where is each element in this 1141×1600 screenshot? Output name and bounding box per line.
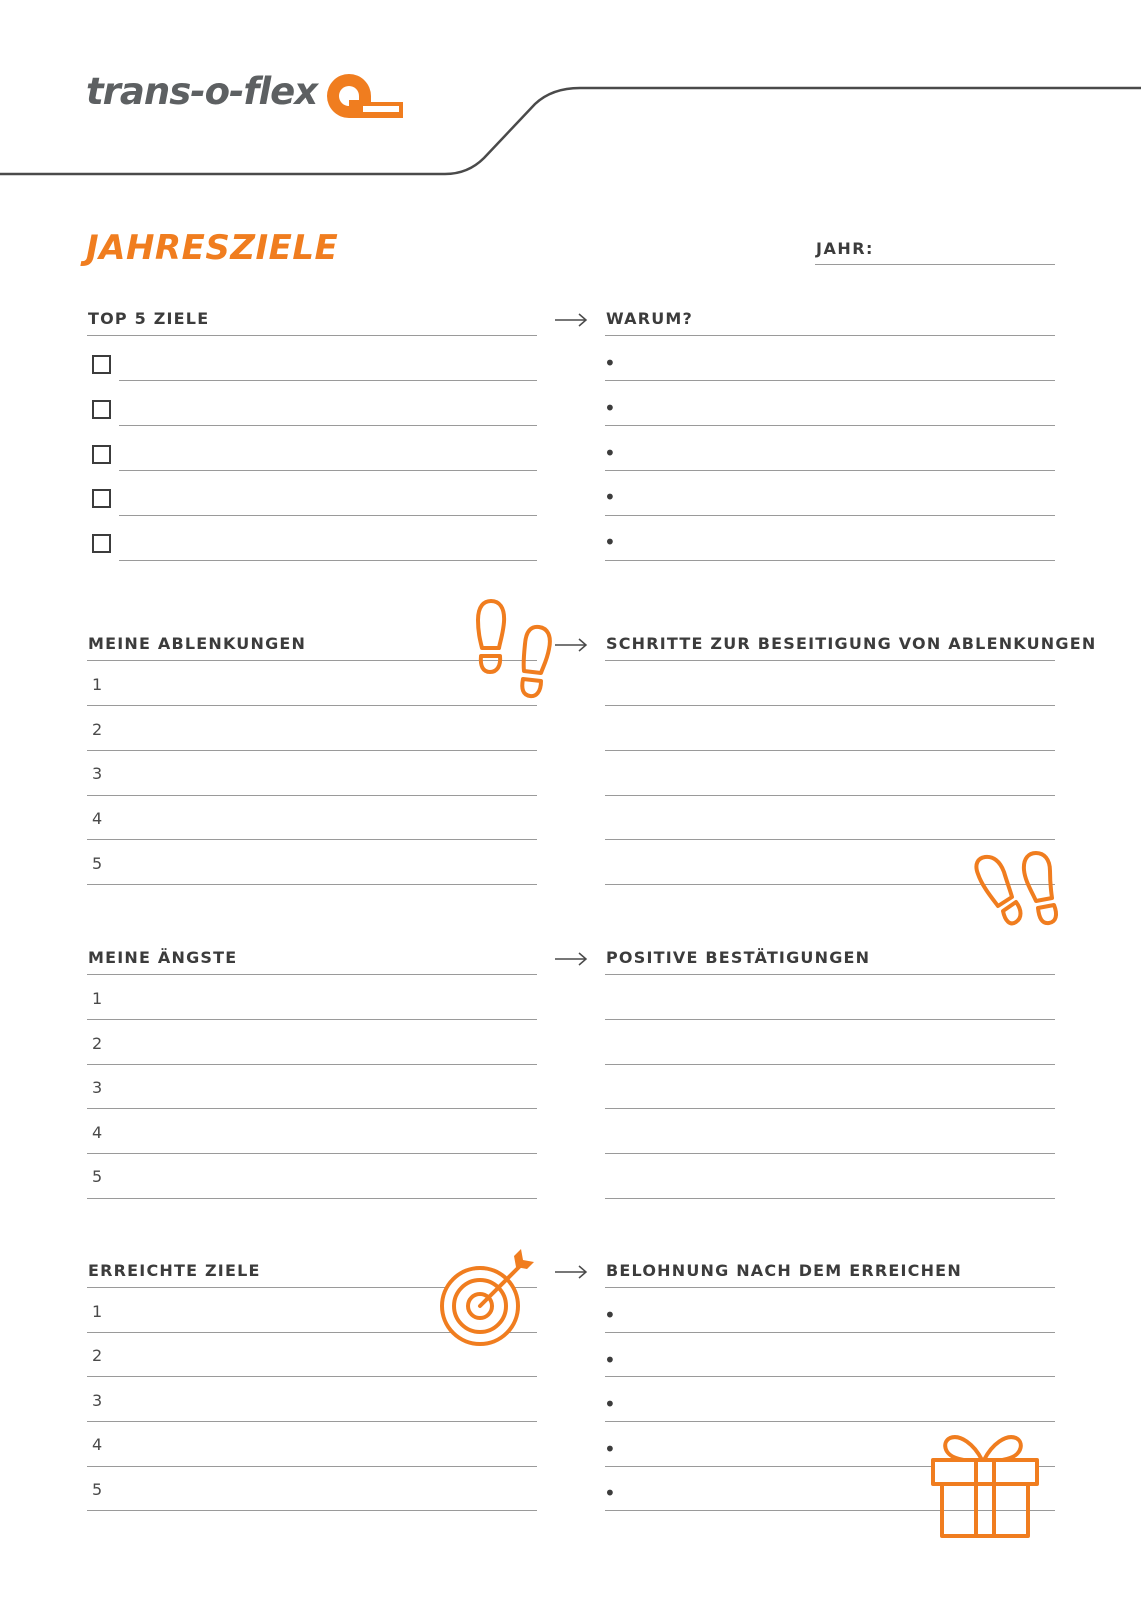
goal-line[interactable]	[119, 380, 537, 381]
arrow-right-icon	[555, 312, 589, 328]
achieved-line[interactable]	[87, 1376, 537, 1377]
row-number: 5	[92, 1167, 103, 1186]
achieved-line[interactable]	[87, 1466, 537, 1467]
goal-checkbox[interactable]	[92, 534, 111, 553]
row-number: 1	[92, 989, 103, 1008]
row-number: 2	[92, 1346, 103, 1365]
fear-line[interactable]	[87, 1064, 537, 1065]
row-number: 4	[92, 1435, 103, 1454]
fear-line[interactable]	[87, 1198, 537, 1199]
distraction-line[interactable]	[87, 884, 537, 885]
distraction-line[interactable]	[87, 750, 537, 751]
bullet-marker: •	[604, 1348, 616, 1372]
bullet-marker: •	[604, 1437, 616, 1461]
heading-underline	[605, 335, 1055, 336]
affirmation-line[interactable]	[605, 1108, 1055, 1109]
heading-underline	[87, 974, 537, 975]
step-line[interactable]	[605, 795, 1055, 796]
bullet-marker: •	[604, 1392, 616, 1416]
heading-underline	[605, 660, 1055, 661]
heading-why: WARUM?	[606, 309, 694, 328]
footprints-icon	[470, 598, 560, 712]
arrow-right-icon	[555, 1264, 589, 1280]
heading-underline	[605, 974, 1055, 975]
fear-line[interactable]	[87, 1019, 537, 1020]
achieved-line[interactable]	[87, 1510, 537, 1511]
row-number: 5	[92, 1480, 103, 1499]
row-number: 1	[92, 1302, 103, 1321]
distraction-line[interactable]	[87, 839, 537, 840]
why-line[interactable]	[605, 560, 1055, 561]
heading-top-goals: TOP 5 ZIELE	[88, 309, 210, 328]
row-number: 2	[92, 720, 103, 739]
row-number: 1	[92, 675, 103, 694]
step-line[interactable]	[605, 705, 1055, 706]
step-line[interactable]	[605, 839, 1055, 840]
bullet-marker: •	[604, 351, 616, 375]
goal-line[interactable]	[119, 470, 537, 471]
target-icon	[438, 1246, 538, 1346]
distraction-line[interactable]	[87, 795, 537, 796]
year-input-line[interactable]	[815, 264, 1055, 265]
reward-line[interactable]	[605, 1376, 1055, 1377]
row-number: 2	[92, 1034, 103, 1053]
heading-fears: MEINE ÄNGSTE	[88, 948, 238, 967]
reward-line[interactable]	[605, 1332, 1055, 1333]
heading-underline	[87, 335, 537, 336]
reward-line[interactable]	[605, 1421, 1055, 1422]
bullet-marker: •	[604, 396, 616, 420]
fear-line[interactable]	[87, 1153, 537, 1154]
row-number: 5	[92, 854, 103, 873]
year-label: JAHR:	[816, 239, 874, 258]
heading-affirmations: POSITIVE BESTÄTIGUNGEN	[606, 948, 871, 967]
fear-line[interactable]	[87, 1108, 537, 1109]
footprints-icon	[972, 850, 1076, 938]
heading-distractions: MEINE ABLENKUNGEN	[88, 634, 307, 653]
arrow-right-icon	[555, 951, 589, 967]
row-number: 4	[92, 809, 103, 828]
row-number: 4	[92, 1123, 103, 1142]
heading-achieved: ERREICHTE ZIELE	[88, 1261, 261, 1280]
why-line[interactable]	[605, 515, 1055, 516]
heading-reward: BELOHNUNG NACH DEM ERREICHEN	[606, 1261, 962, 1280]
goal-line[interactable]	[119, 515, 537, 516]
gift-icon	[930, 1430, 1042, 1540]
why-line[interactable]	[605, 380, 1055, 381]
row-number: 3	[92, 1391, 103, 1410]
bullet-marker: •	[604, 485, 616, 509]
goal-checkbox[interactable]	[92, 400, 111, 419]
logo-wordmark: trans-o-flex	[86, 70, 318, 113]
bullet-marker: •	[604, 1303, 616, 1327]
affirmation-line[interactable]	[605, 1153, 1055, 1154]
bullet-marker: •	[604, 441, 616, 465]
why-line[interactable]	[605, 470, 1055, 471]
page-title: JAHRESZIELE	[86, 228, 339, 268]
row-number: 3	[92, 1078, 103, 1097]
step-line[interactable]	[605, 750, 1055, 751]
heading-underline	[605, 1287, 1055, 1288]
affirmation-line[interactable]	[605, 1019, 1055, 1020]
goal-line[interactable]	[119, 425, 537, 426]
arrow-right-icon	[555, 637, 589, 653]
bullet-marker: •	[604, 530, 616, 554]
goal-checkbox[interactable]	[92, 489, 111, 508]
bullet-marker: •	[604, 1481, 616, 1505]
row-number: 3	[92, 764, 103, 783]
logo-mark-icon	[323, 68, 405, 122]
affirmation-line[interactable]	[605, 1064, 1055, 1065]
goal-checkbox[interactable]	[92, 445, 111, 464]
achieved-line[interactable]	[87, 1421, 537, 1422]
why-line[interactable]	[605, 425, 1055, 426]
affirmation-line[interactable]	[605, 1198, 1055, 1199]
goal-checkbox[interactable]	[92, 355, 111, 374]
heading-steps: SCHRITTE ZUR BESEITIGUNG VON ABLENKUNGEN	[606, 634, 1097, 653]
goal-line[interactable]	[119, 560, 537, 561]
